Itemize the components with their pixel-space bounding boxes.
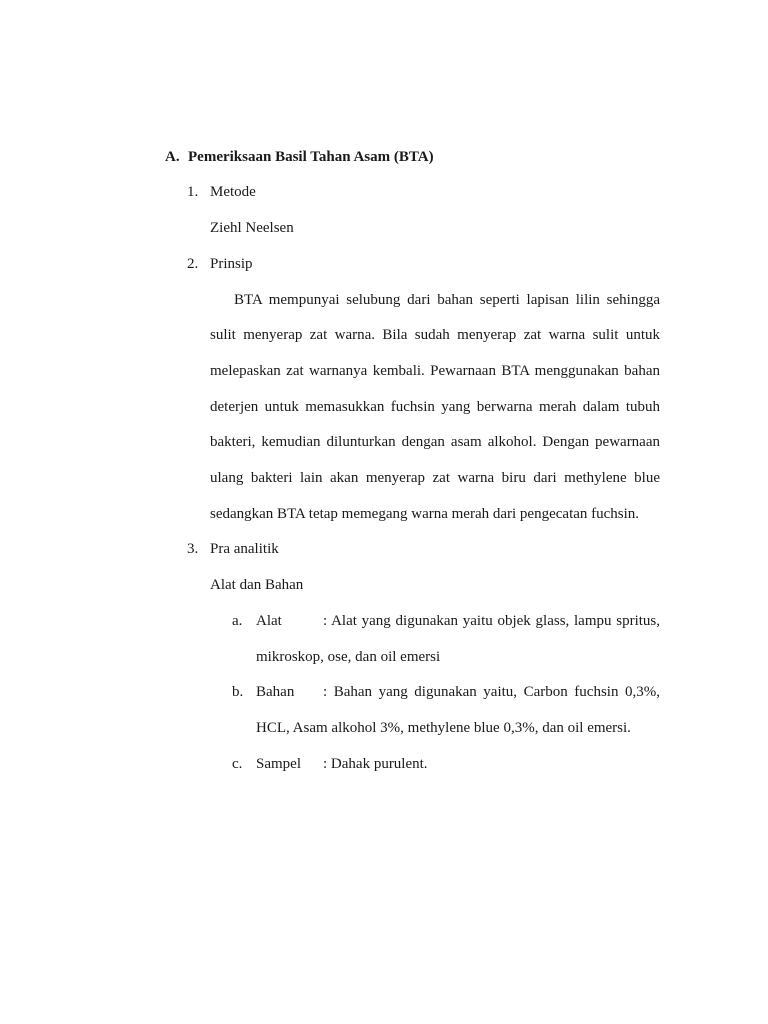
prinsip-line-7: sedangkan BTA tetap memegang warna merah dari pengecatan fuchsin. (210, 506, 640, 522)
prinsip-line-4: deterjen untuk memasukkan fuchsin yang berwarna merah dalam tubuh (210, 399, 660, 415)
prinsip-line-2: sulit menyerap zat warna. Bila sudah menyerap zat warna sulit untuk (210, 327, 660, 343)
subitem-b-line-1: : Bahan yang digunakan yaitu, Carbon fuchsin 0,3%, (323, 684, 660, 700)
subitem-a-label: Alat (256, 613, 282, 629)
subitem-a-marker: a. (232, 613, 243, 629)
subitem-a-line-2: mikroskop, ose, dan oil emersi (256, 649, 441, 665)
subitem-b-line-2: HCL, Asam alkohol 3%, methylene blue 0,3%, dan oil emersi. (256, 720, 631, 736)
prinsip-line-3: melepaskan zat warnanya kembali. Pewarnaan BTA menggunakan bahan (210, 363, 660, 379)
item-1-marker: 1. (187, 184, 199, 200)
item-2-marker: 2. (187, 256, 199, 272)
subitem-b-label: Bahan (256, 684, 295, 700)
subitem-a-line-1: : Alat yang digunakan yaitu objek glass, lampu spritus, (323, 613, 660, 629)
subitem-c-label: Sampel (256, 756, 301, 772)
item-3-marker: 3. (187, 541, 199, 557)
item-1-heading: Metode (210, 184, 256, 200)
item-1-content: Ziehl Neelsen (210, 220, 294, 236)
item-3-subheading: Alat dan Bahan (210, 577, 304, 593)
section-marker: A. (165, 149, 180, 165)
prinsip-line-5: bakteri, kemudian dilunturkan dengan asam alkohol. Dengan pewarnaan (210, 434, 660, 450)
prinsip-line-6: ulang bakteri lain akan menyerap zat warna biru dari methylene blue (210, 470, 660, 486)
item-2-heading: Prinsip (210, 256, 253, 272)
prinsip-line-1: BTA mempunyai selubung dari bahan seperti lapisan lilin sehingga (234, 292, 660, 308)
subitem-b-marker: b. (232, 684, 244, 700)
subitem-c-marker: c. (232, 756, 243, 772)
section-title: Pemeriksaan Basil Tahan Asam (BTA) (188, 149, 434, 165)
subitem-c-line-1: : Dahak purulent. (323, 756, 428, 772)
item-3-heading: Pra analitik (210, 541, 279, 557)
